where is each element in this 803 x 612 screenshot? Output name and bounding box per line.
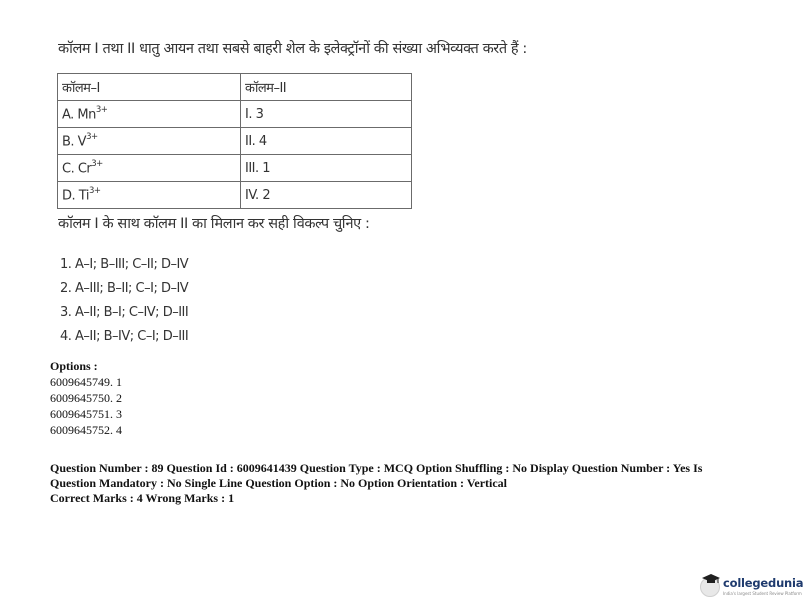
option-item: 6009645749. 1 <box>50 375 122 389</box>
ion-label: B. V <box>62 134 87 150</box>
options-block <box>50 358 122 438</box>
ion-label: A. Mn <box>62 107 96 123</box>
match-table <box>57 73 412 209</box>
graduation-cap-icon <box>702 574 720 584</box>
table-cell-ion <box>58 128 241 155</box>
table-cell-electrons: II. 4 <box>241 128 412 155</box>
table-cell-electrons: III. 1 <box>241 155 412 182</box>
ion-charge: 3+ <box>88 185 101 196</box>
table-header-row <box>58 74 412 101</box>
option-item: 6009645752. 4 <box>50 423 122 437</box>
metadata-line: Correct Marks : 4 Wrong Marks : 1 <box>50 491 235 505</box>
option-item: 6009645751. 3 <box>50 407 122 421</box>
table-cell-ion <box>58 155 241 182</box>
choices-list <box>60 253 188 349</box>
option-item: 6009645750. 2 <box>50 391 122 405</box>
brand-name: collegedunia <box>723 576 803 590</box>
question-metadata <box>50 461 702 506</box>
table-cell-ion <box>58 101 241 128</box>
ion-label: D. Ti <box>62 188 89 204</box>
table-cell-electrons: I. 3 <box>241 101 412 128</box>
choice-item: 4. A–II; B–IV; C–I; D–III <box>60 329 189 344</box>
choice-item: 3. A–II; B–I; C–IV; D–III <box>60 305 189 320</box>
ion-label: C. Cr <box>62 161 92 177</box>
metadata-line: Question Mandatory : No Single Line Question Option : No Option Orientation : Vertical <box>50 476 508 490</box>
ion-charge: 3+ <box>91 158 103 169</box>
table-row <box>58 101 412 128</box>
table-cell-electrons: IV. 2 <box>241 182 412 209</box>
ion-charge: 3+ <box>95 104 108 115</box>
brand-tagline: India's largest Student Review Platform <box>723 591 802 596</box>
options-heading: Options : <box>50 359 98 373</box>
ion-charge: 3+ <box>86 131 98 142</box>
table-row <box>58 182 412 209</box>
choice-item: 1. A–I; B–III; C–II; D–IV <box>60 257 189 272</box>
table-header-column-1: कॉलम–I <box>58 74 241 101</box>
instruction-text: कॉलम I के साथ कॉलम II का मिलान कर सही विकल्प चुनिए : <box>58 216 370 232</box>
metadata-line: Question Number : 89 Question Id : 6009641439 Question Type : MCQ Option Shuffling : No Display Question Number : Yes Is <box>50 461 703 475</box>
question-text: कॉलम I तथा II धातु आयन तथा सबसे बाहरी शेल के इलेक्ट्रॉनों की संख्या अभिव्यक्त करते हैं : <box>58 41 527 57</box>
table-row <box>58 128 412 155</box>
choice-item: 2. A–III; B–II; C–I; D–IV <box>60 281 189 296</box>
table-row <box>58 155 412 182</box>
brand-logo <box>700 573 803 603</box>
table-header-column-2: कॉलम–II <box>241 74 412 101</box>
table-cell-ion <box>58 182 241 209</box>
